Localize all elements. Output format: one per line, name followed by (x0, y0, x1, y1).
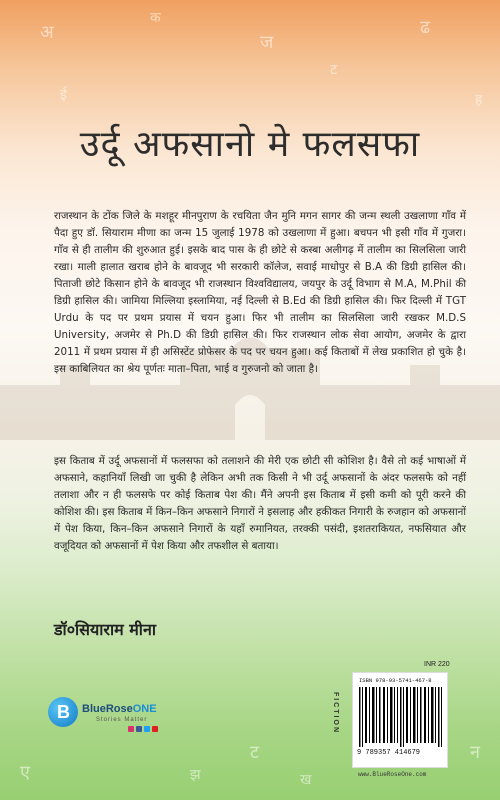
decorative-letter: ज (260, 32, 274, 53)
genre-label: FICTION (332, 692, 339, 734)
book-description: इस किताब में उर्दू अफसानों में फलसफा को तलाशने की मेरी एक छोटी सी कोशिश है। वैसे तो कई भाषाओं में अफसाने, कहानियाँ लिखी जा चुकी है लेकिन अभी तक किसी ने भी उर्दू अफसानों के अंदर फलसफे को नहीं तलाशा और न ही फलसफे पर कोई किताब पेश की। मैंने अपनी इस किताब में इसी कमी को पूरी करने की कोशिश की। इस किताब में किन–किन अफसाने निगारों ने इसलाह और हकीकत निगारी के रुजहान को अफसानों में पेश किया, किन–किन अफसाने निगारों के यहाँ रुमानियत, तरक्की पसंदी, इशतराकियत, नफसियात और वजूदियत को अफसानों में पेश किया और तफशील से बताया। (54, 455, 466, 552)
decorative-letter: ह (475, 92, 483, 108)
author-biography: राजस्थान के टोंक जिले के मशहूर मीनपुराण के रचयिता जैन मुनि मगन सागर की जन्म स्थली उखलाणा गाँव में पैदा हुए डॉ. सियाराम मीणा का जन्म 15 जुलाई 1978 को उखलाणा में हुआ। बचपन भी इसी गाँव में गुजरा। गाँव से ही तालीम की शुरुआत हुई। इसके बाद पास के ही छोटे से कस्बा अलीगढ़ में तालीम का सिलसिला जारी रखा। माली हालात खराब होने के बावजूद भी सरकारी कॉलेज, सवाई माधोपुर से B.A की डिग्री हासिल की। पिताजी छोटे किसान होने के बावजूद भी राजस्थान विश्वविद्यालय, जयपुर के उर्दू विभाग से M.A, M.Phil की डिग्री हासिल की। जामिया मिल्लिया इस्लामिया, नई दिल्ली से B.Ed की डिग्री हासिल की। फिर दिल्ली में TGT Urdu के पद पर प्रथम प्रयास में चयन हुआ। फिर भी तालीम का सिलसिला जारी रखकर M.D.S University, अजमेर से Ph.D की डिग्री हासिल की। फिर राजस्थान लोक सेवा आयोग, अजमेर के द्वारा 2011 में प्रथम प्रयास में ही असिस्टेंट प्रोफेसर के पद पर चयन हुआ। कई किताबों में लेख प्रकाशित हो चुके है। इस काबिलियत का श्रेय पूर्णतः माता–पिता, भाई व गुरुजनो को जाता है। (54, 210, 466, 375)
publisher-website: www.BlueRoseOne.com (358, 771, 427, 778)
instagram-icon (128, 726, 134, 732)
decorative-letter: क (150, 10, 161, 26)
publisher-name (82, 703, 157, 715)
decorative-letter: ट (330, 62, 338, 78)
decorative-letter: ढ (420, 17, 431, 38)
decorative-letter: झ (190, 767, 201, 783)
social-icons (128, 726, 158, 732)
decorative-letter: ई (60, 87, 67, 103)
decorative-letter: अ (40, 22, 54, 43)
publisher-tagline: Stories Matter (96, 717, 148, 723)
decorative-letter: न (470, 742, 480, 763)
publisher-name-main: BlueRose (82, 703, 133, 715)
decorative-letter: ट (250, 742, 260, 763)
price-label: INR 220 (424, 661, 450, 668)
youtube-icon (152, 726, 158, 732)
isbn-text: ISBN 978-93-5741-467-8 (359, 677, 432, 684)
publisher-name-suffix: ONE (132, 703, 157, 715)
barcode (352, 672, 448, 768)
barcode-digits: 9 789357 414679 (357, 749, 421, 757)
twitter-icon (144, 726, 150, 732)
publisher-logo-icon (48, 697, 78, 727)
facebook-icon (136, 726, 142, 732)
barcode-bars (359, 687, 443, 747)
author-name: डॉ०सियाराम मीना (54, 620, 156, 639)
decorative-letter: ख (300, 772, 312, 788)
book-title: उर्दू अफसानो मे फलसफा (79, 124, 421, 165)
decorative-letter: ए (20, 762, 30, 783)
logo-letter: B (57, 702, 70, 722)
